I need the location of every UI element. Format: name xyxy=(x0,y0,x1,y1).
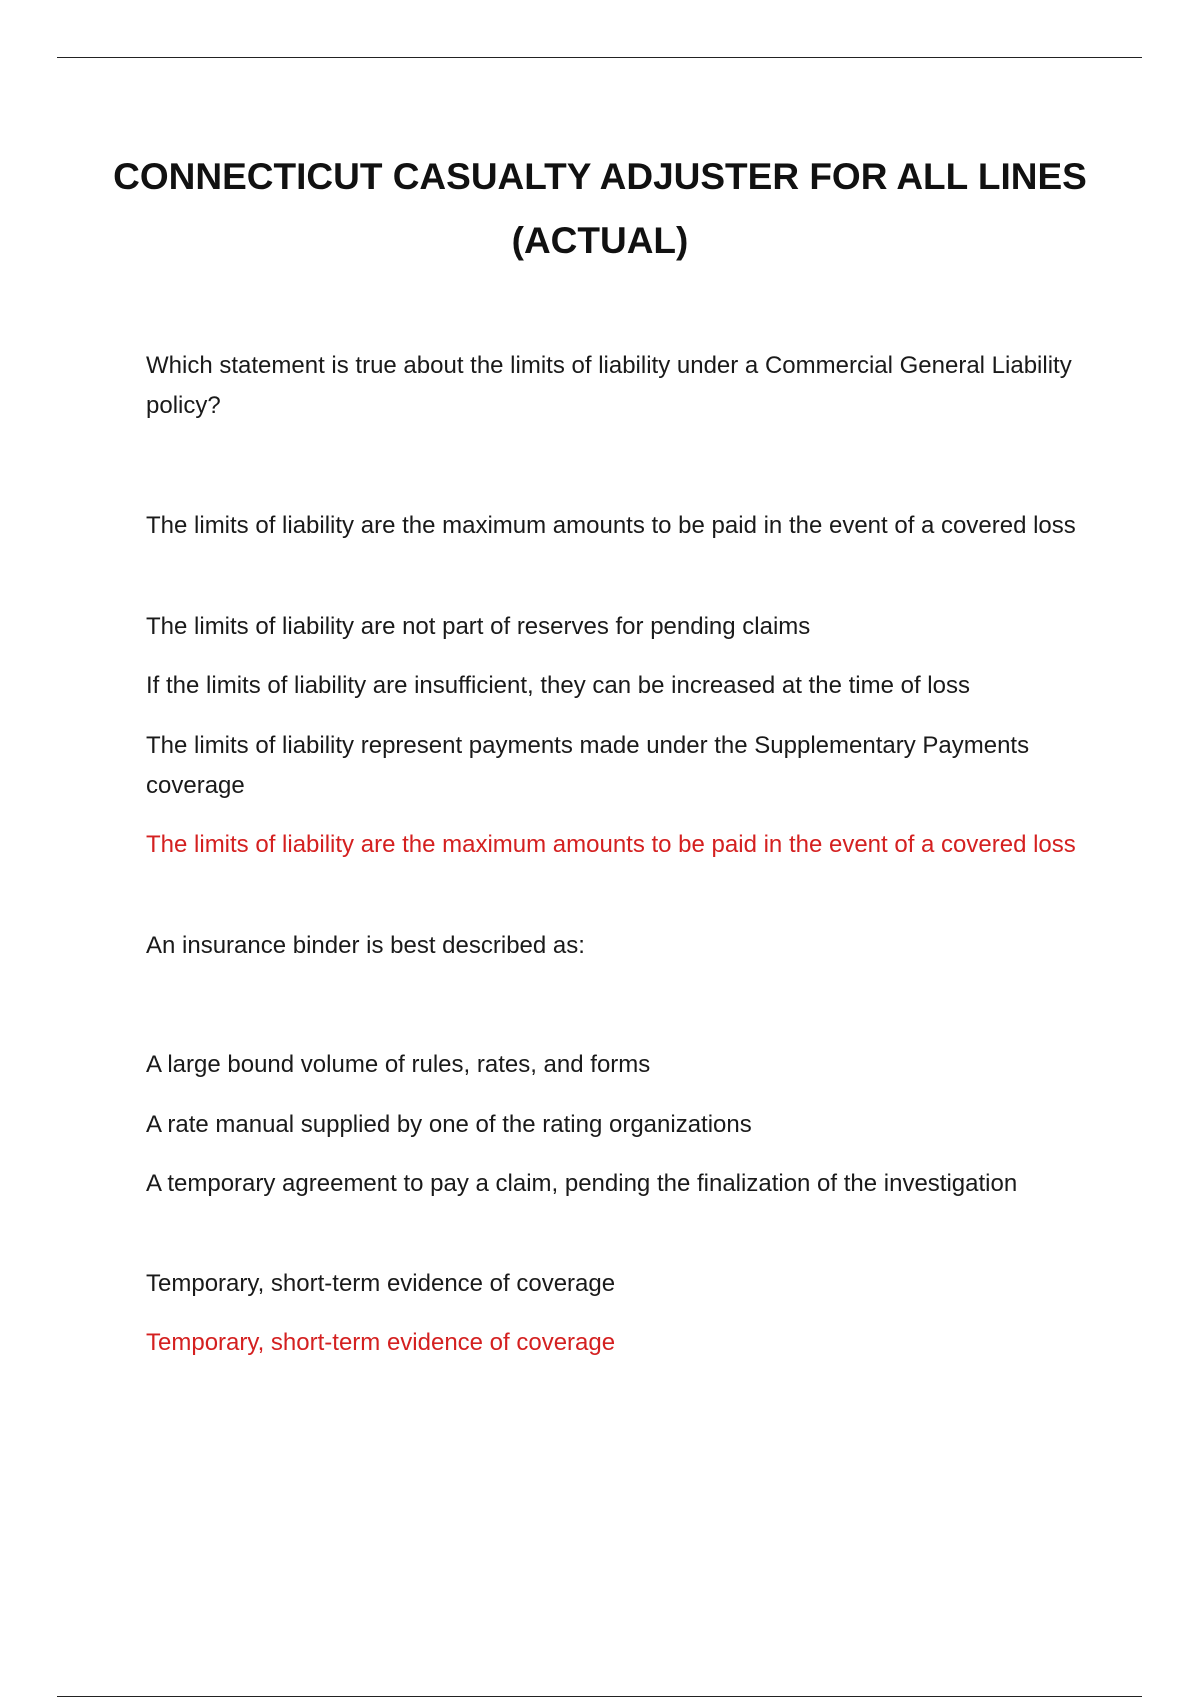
bottom-rule xyxy=(57,1696,1142,1697)
question-1-text: Which statement is true about the limits of liability under a Commercial General Liability policy? xyxy=(146,352,1072,419)
question-1-option-1: The limits of liability are the maximum amounts to be paid in the event of a covered loss xyxy=(146,512,1076,539)
question-2-option-4: Temporary, short-term evidence of coverage xyxy=(146,1270,616,1297)
question-1-option-3: If the limits of liability are insufficient, they can be increased at the time of loss xyxy=(146,672,970,699)
document-title xyxy=(100,145,1100,273)
question-1-answer: The limits of liability are the maximum amounts to be paid in the event of a covered loss xyxy=(146,831,1076,858)
document-title-line-1: CONNECTICUT CASUALTY ADJUSTER FOR ALL LINES xyxy=(113,156,1087,197)
question-2-text: An insurance binder is best described as: xyxy=(146,932,585,959)
question-2-answer: Temporary, short-term evidence of coverage xyxy=(146,1329,616,1356)
top-rule xyxy=(57,57,1142,58)
question-1-option-4: The limits of liability represent payments made under the Supplementary Payments coverage xyxy=(146,732,1030,799)
question-2-option-1: A large bound volume of rules, rates, and forms xyxy=(146,1051,651,1078)
question-1-option-2: The limits of liability are not part of reserves for pending claims xyxy=(146,613,811,640)
question-2-option-3: A temporary agreement to pay a claim, pending the finalization of the investigation xyxy=(146,1170,1018,1197)
document-title-line-2: (ACTUAL) xyxy=(511,220,689,261)
question-2-option-2: A rate manual supplied by one of the rating organizations xyxy=(146,1111,752,1138)
